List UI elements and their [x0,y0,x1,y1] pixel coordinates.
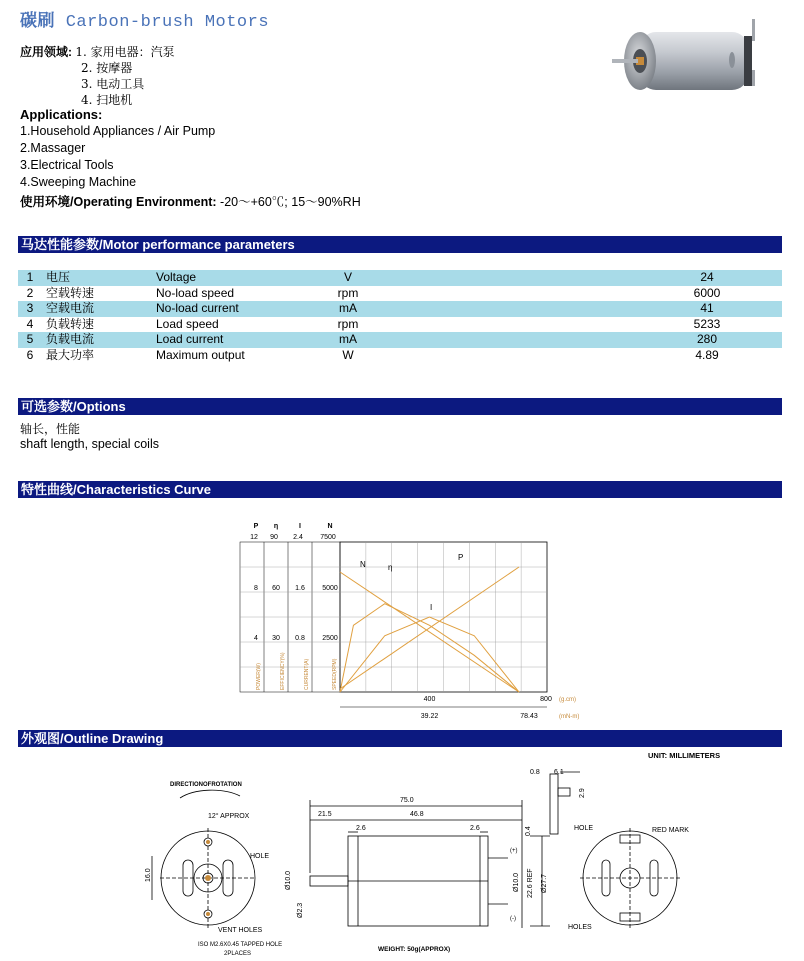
param-name-cn: 电压 [42,270,156,286]
param-name-cn: 最大功率 [46,347,95,362]
dim-d277: Ø27.7 [541,873,548,893]
param-value: 6000 [693,285,721,300]
param-value: 5233 [693,316,721,331]
applications-cn [20,43,175,60]
page-title: 碳刷 Carbon-brush Motors [20,11,270,32]
x-tick-gcm: 400 [423,696,436,703]
operating-environment [20,192,361,210]
series-label: P [458,553,464,562]
application-en-item: 3.Electrical Tools [20,158,114,172]
param-name-en: Maximum output [156,347,245,362]
axis-top-value: 12 [250,534,258,541]
dim-75: 75.0 [400,797,414,804]
application-en-item: 2.Massager [20,141,86,155]
application-cn-item: 1. 家用电器：汽泵 [75,45,175,59]
axis-top-value: 2.4 [293,534,303,541]
dim-29: 2.9 [579,788,586,798]
dim-08: 0.8 [530,769,540,776]
series-label: I [430,603,433,612]
angle-label: 12° APPROX [208,813,250,820]
application-en-item: 4.Sweeping Machine [20,175,137,189]
dim-26-left: 2.6 [356,825,366,832]
row-number: 6 [26,347,34,362]
param-value: 24 [382,270,782,286]
red-mark-label: RED MARK [652,827,689,834]
axis-row-value: 2500 [322,635,338,642]
performance-row [18,286,782,302]
holes-label: HOLES [568,924,592,931]
param-name-cn: 空载电流 [42,301,156,317]
param-unit: rpm [337,316,359,331]
param-name-cn: 负载转速 [46,316,95,331]
rotation-label: DIRECTIONOFROTATION [170,782,242,788]
applications-en-label: Applications: [20,107,103,122]
row-number: 5 [18,332,42,348]
places-label: 2PLACES [224,951,252,957]
x-tick-gcm: 800 [540,696,552,703]
x-unit-gcm: (g.cm) [559,697,576,703]
application-en-item: 1.Household Appliances / Air Pump [20,124,216,138]
axis-header: η [273,523,279,530]
param-name-en: Load current [156,332,314,348]
param-value: 41 [382,301,782,317]
performance-row [18,317,782,333]
characteristics-chart [240,520,590,725]
axis-row-value: 60 [272,585,280,592]
performance-row [18,348,782,364]
plus-terminal: (+) [510,848,518,854]
x-unit-mnm: (mN-m) [559,714,580,720]
dim-d10: Ø10.0 [285,870,292,890]
axis-row-value: 8 [254,585,258,592]
hole-label: HOLE [250,853,270,860]
application-cn-item: 3. 电动工具 [81,77,145,91]
weight-label: WEIGHT: 50g(APPROX) [378,946,451,953]
row-number: 4 [26,316,34,331]
dim-215: 21.5 [318,811,332,818]
param-unit: rpm [337,285,359,300]
x-tick-mnm: 78.43 [520,713,538,720]
x-tick-mnm: 39.22 [420,713,439,720]
section-header-curve: 特性曲线/Characteristics Curve [18,481,782,498]
performance-row [18,270,782,286]
dim-16: 16.0 [145,868,152,882]
axis-vertical-label: CURRENT(A) [304,658,310,690]
axis-row-value: 4 [254,635,258,642]
row-number: 3 [18,301,42,317]
param-name-en: No-load speed [156,285,235,300]
series-label: N [360,560,366,569]
dim-468: 46.8 [410,811,424,818]
applications-cn-label: 应用领域: [20,45,72,59]
dim-d23: Ø2.3 [297,902,304,918]
performance-table [18,270,782,363]
axis-row-value: 5000 [322,585,338,592]
application-cn-item: 4. 扫地机 [81,93,133,107]
vent-holes-label: VENT HOLES [218,927,263,934]
param-name-cn: 负载电流 [42,332,156,348]
param-name-en: No-load current [156,301,314,317]
options-cn: 轴长，性能 [20,422,81,436]
axis-vertical-label: POWER(W) [256,663,262,690]
param-name-en: Load speed [156,316,219,331]
section-header-drawing: 外观图/Outline Drawing [18,730,782,747]
outline-drawing [145,748,800,961]
environment-label: 使用环境/Operating Environment: [20,195,217,209]
drawing-unit-label: UNIT: MILLIMETERS [648,751,721,760]
environment-value: -20～+60℃; 15～90%RH [220,195,361,209]
param-unit: mA [314,301,382,317]
axis-row-value: 30 [272,635,280,642]
performance-row [18,332,782,348]
axis-header: I [299,523,301,530]
minus-terminal: (-) [510,916,516,922]
row-number: 1 [18,270,42,286]
dim-d10-right: Ø10.0 [513,872,520,892]
param-name-cn: 空载转速 [46,285,95,300]
dim-26-right: 2.6 [470,825,480,832]
tapped-hole-label: ISO M2.6X0.45 TAPPED HOLE [198,942,283,948]
series-line-0 [340,572,519,692]
axis-row-value: 1.6 [295,585,305,592]
section-header-options: 可选参数/Options [18,398,782,415]
dim-04: 0.4 [525,826,532,836]
hole-label-terminal: HOLE [574,825,594,832]
dim-61: 6.1 [554,769,564,776]
motor-photo [606,10,776,106]
row-number: 2 [26,285,34,300]
axis-vertical-label: SPEED(RPM) [332,658,338,690]
application-cn-item: 2. 按摩器 [81,61,133,75]
param-name-en: Voltage [156,270,314,286]
param-unit: W [342,347,354,362]
dim-226: 22.6 REF [527,868,534,898]
axis-top-value: 90 [270,534,278,541]
param-unit: V [314,270,382,286]
param-value: 4.89 [695,347,719,362]
axis-row-value: 0.8 [295,635,305,642]
param-value: 280 [382,332,782,348]
axis-vertical-label: EFFICIENCY(%) [280,652,286,690]
param-unit: mA [314,332,382,348]
section-header-performance: 马达性能参数/Motor performance parameters [18,236,782,253]
options-en: shaft length, special coils [20,437,159,451]
axis-header: P [253,523,259,530]
axis-top-value: 7500 [320,534,336,541]
performance-row [18,301,782,317]
axis-header: N [327,523,333,530]
series-label: η [388,563,393,572]
